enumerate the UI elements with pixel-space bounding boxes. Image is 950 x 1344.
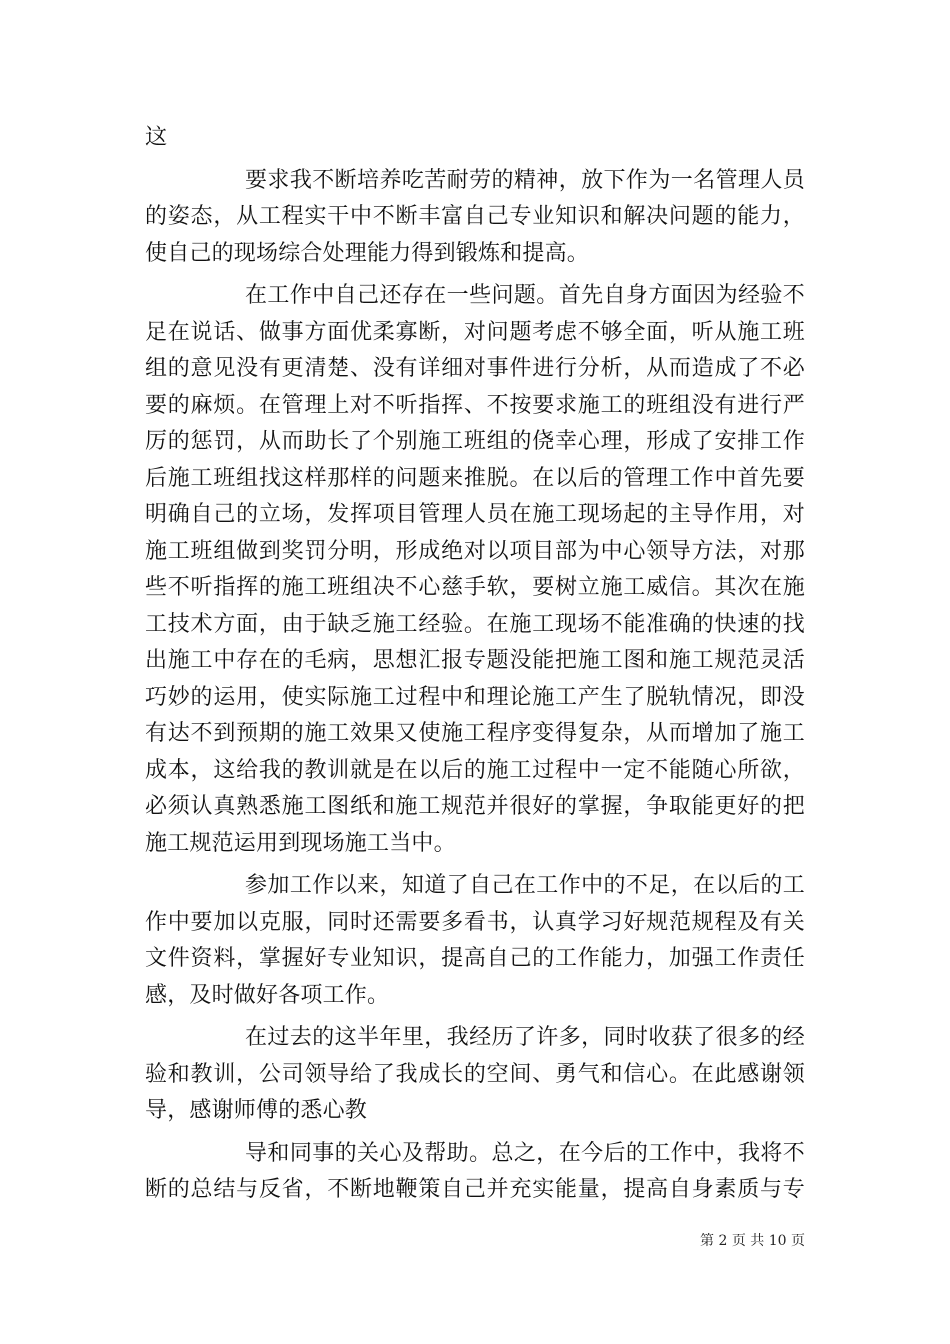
text-line: 要求我不断培养吃苦耐劳的精神，放下作为一名管理人员 [245, 167, 805, 193]
text-line: 厉的惩罚，从而助长了个别施工班组的侥幸心理，形成了安排工作 [145, 429, 805, 454]
paragraph [145, 868, 805, 1014]
text-line: 这 [145, 125, 168, 150]
text-line: 有达不到预期的施工效果又使施工程序变得复杂，从而增加了施工 [145, 721, 805, 746]
text-line: 作中要加以克服，同时还需要多看书，认真学习好规范规程及有关 [145, 909, 805, 935]
paragraph [145, 120, 805, 157]
text-line: 在工作中自己还存在一些问题。首先自身方面因为经验不 [245, 283, 805, 308]
text-line: 使自己的现场综合处理能力得到锻炼和提高。 [145, 240, 590, 266]
paragraph [145, 1136, 805, 1209]
text-line: 出施工中存在的毛病，思想汇报专题没能把施工图和施工规范灵活 [145, 648, 805, 673]
text-line: 施工班组做到奖罚分明，形成绝对以项目部为中心领导方法，对那 [145, 538, 805, 564]
text-line: 感，及时做好各项工作。 [145, 982, 390, 1008]
text-line: 必须认真熟悉施工图纸和施工规范并很好的掌握，争取能更好的把 [145, 794, 805, 819]
page-number: 第 2 页 共 10 页 [700, 1233, 805, 1249]
document-body [145, 120, 805, 1209]
text-line: 断的总结与反省，不断地鞭策自己并充实能量，提高自身素质与专 [145, 1177, 805, 1202]
text-line: 导和同事的关心及帮助。总之，在今后的工作中，我将不 [245, 1140, 805, 1166]
text-line: 些不听指挥的施工班组决不心慈手软，要树立施工威信。其次在施 [145, 575, 805, 600]
paragraph [145, 1020, 805, 1130]
text-line: 组的意见没有更清楚、没有详细对事件进行分析，从而造成了不必 [145, 356, 805, 381]
text-line: 验和教训，公司领导给了我成长的空间、勇气和信心。在此感谢领 [145, 1061, 805, 1087]
text-line: 后施工班组找这样那样的问题来推脱。在以后的管理工作中首先要 [145, 465, 805, 491]
text-line: 成本，这给我的教训就是在以后的施工过程中一定不能随心所欲， [145, 757, 805, 783]
text-line: 明确自己的立场，发挥项目管理人员在施工现场起的主导作用，对 [145, 502, 805, 527]
text-line: 施工规范运用到现场施工当中。 [145, 830, 456, 856]
text-line: 参加工作以来，知道了自己在工作中的不足，在以后的工 [245, 873, 805, 898]
text-line: 足在说话、做事方面优柔寡断，对问题考虑不够全面，听从施工班 [145, 319, 805, 345]
text-line: 文件资料，掌握好专业知识，提高自己的工作能力，加强工作责任 [145, 946, 805, 971]
text-line: 导，感谢师傅的悉心教 [145, 1098, 368, 1123]
paragraph [145, 163, 805, 273]
text-line: 要的麻烦。在管理上对不听指挥、不按要求施工的班组没有进行严 [145, 392, 805, 418]
text-line: 工技术方面，由于缺乏施工经验。在施工现场不能准确的快速的找 [145, 611, 805, 637]
text-line: 在过去的这半年里，我经历了许多，同时收获了很多的经 [245, 1025, 805, 1050]
text-line: 的姿态，从工程实干中不断丰富自己专业知识和解决问题的能力， [145, 204, 805, 229]
paragraph [145, 278, 805, 862]
text-line: 巧妙的运用，使实际施工过程中和理论施工产生了脱轨情况，即没 [145, 684, 805, 710]
